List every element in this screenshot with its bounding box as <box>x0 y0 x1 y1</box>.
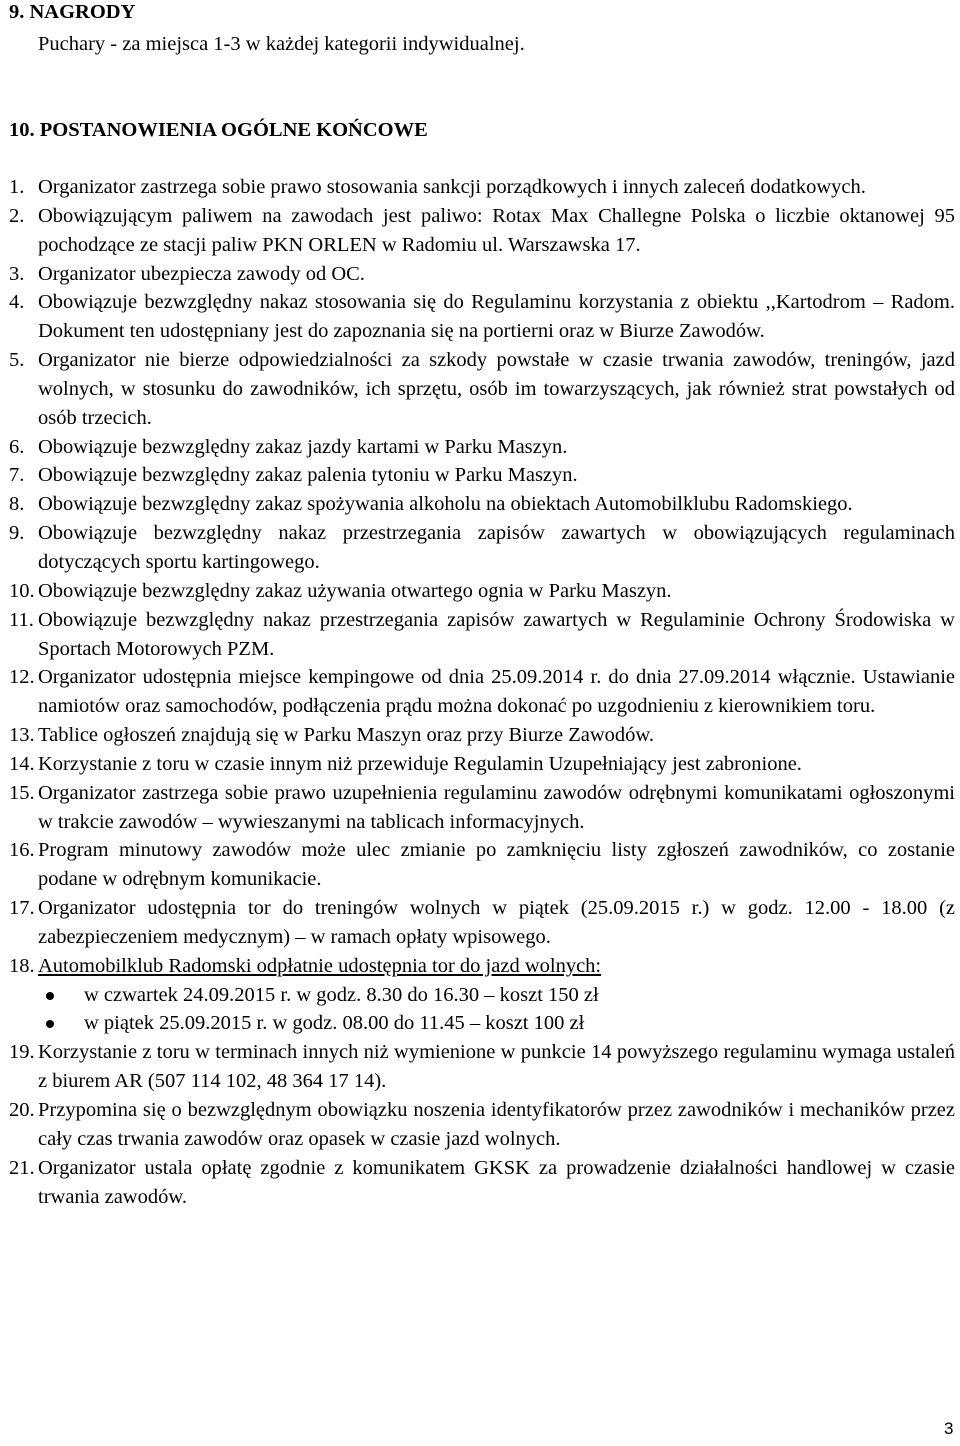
item-text: Obowiązuje bezwzględny zakaz spożywania alkoholu na obiektach Automobilklubu Radomskiego. <box>38 493 853 516</box>
item-number: 16. <box>9 839 35 862</box>
item-number: 13. <box>9 724 35 747</box>
item-text: Obowiązuje bezwzględny nakaz przestrzegania zapisów zawartych w obowiązujących regulaminach dotyczących sportu kartingowego. <box>38 522 955 573</box>
item-text: Organizator zastrzega sobie prawo stosowania sankcji porządkowych i innych zaleceń dodatkowych. <box>38 176 866 198</box>
item-text: Organizator udostępnia miejsce kempingowe od dnia 25.09.2014 r. do dnia 27.09.2014 włącznie. Ustawianie namiotów oraz samochodów, podłączenia prądu można dokonać po uzgodnieniu z kierownikiem toru. <box>38 666 955 718</box>
list-item <box>9 346 955 433</box>
list-item <box>9 952 955 981</box>
provisions-list <box>9 173 955 1211</box>
item-number: 8. <box>9 493 25 516</box>
item-text: Automobilklub Radomski odpłatnie udostępnia tor do jazd wolnych: <box>38 954 602 977</box>
item-text: Obowiązującym paliwem na zawodach jest paliwo: Rotax Max Challegne Polska o liczbie oktanowej 95 pochodzące ze stacji paliw PKN ORLEN w Radomiu ul. Warszawska 17. <box>38 204 955 256</box>
list-item <box>9 606 955 664</box>
item-text: Program minutowy zawodów może ulec zmianie po zamknięciu listy zgłoszeń zawodników, co zostanie podane w odrębnym komunikacie. <box>38 839 955 891</box>
item-number: 10. <box>9 579 35 602</box>
item-text: Organizator ustala opłatę zgodnie z komunikatem GKSK za prowadzenie działalności handlowej w czasie trwania zawodów. <box>38 1156 955 1208</box>
bullet-dot <box>46 992 54 1000</box>
item-number: 12. <box>9 666 35 689</box>
list-item <box>9 750 955 779</box>
item-text: Tablice ogłoszeń znajdują się w Parku Maszyn oraz przy Biurze Zawodów. <box>38 724 655 747</box>
list-item <box>9 288 955 346</box>
item-number: 17. <box>9 897 35 920</box>
item-text: Przypomina się o bezwzględnym obowiązku noszenia identyfikatorów przez zawodników i mechaników przez cały czas trwania zawodów oraz opasek w czasie jazd wolnych. <box>38 1099 955 1150</box>
nagrody-text: Puchary - za miejsca 1-3 w każdej kategorii indywidualnej. <box>38 33 525 55</box>
item-number: 5. <box>9 349 25 372</box>
item-number: 18. <box>9 954 35 977</box>
item-number: 19. <box>9 1041 35 1064</box>
item-text: Korzystanie z toru w terminach innych niż wymienione w punkcie 14 powyższego regulaminu wymaga ustaleń z biurem AR (507 114 102, 48 364 17 14). <box>38 1041 955 1093</box>
list-item <box>9 202 955 260</box>
item-text: Organizator nie bierze odpowiedzialności za szkody powstałe w czasie trwania zawodów, treningów, jazd wolnych, w stosunku do zawodników, ich sprzętu, osób im towarzyszących, jak również strat powstałych od osób trzecich. <box>38 349 955 429</box>
item-number: 2. <box>9 204 25 227</box>
bullet-text: w piątek 25.09.2015 r. w godz. 08.00 do 11.45 – koszt 100 zł <box>84 1012 585 1035</box>
list-item <box>9 173 955 202</box>
list-item <box>9 577 955 606</box>
list-item <box>9 1038 955 1096</box>
list-item <box>9 1154 955 1212</box>
item-text: Obowiązuje bezwzględny zakaz jazdy kartami w Parku Maszyn. <box>38 435 568 458</box>
bullet-dot <box>46 1020 54 1028</box>
list-item <box>9 260 955 289</box>
list-item <box>9 490 955 519</box>
list-item <box>9 1096 955 1154</box>
item-number: 11. <box>9 608 34 631</box>
item-number: 3. <box>9 262 25 285</box>
item-number: 4. <box>9 291 25 314</box>
item-text: Obowiązuje bezwzględny nakaz stosowania się do Regulaminu korzystania z obiektu ,,Kartodrom – Radom. Dokument ten udostępniany jest do zapoznania się na portierni oraz w Biurze Zawodów. <box>38 291 955 343</box>
item-text: Obowiązuje bezwzględny zakaz palenia tytoniu w Parku Maszyn. <box>38 464 578 487</box>
item-text: Obowiązuje bezwzględny zakaz używania otwartego ognia w Parku Maszyn. <box>38 579 672 602</box>
item-number: 9. <box>9 522 25 545</box>
section-heading-postanowienia: 10. POSTANOWIENIA OGÓLNE KOŃCOWE <box>9 119 428 141</box>
item-number: 6. <box>9 435 25 458</box>
list-item <box>9 894 955 952</box>
item-number: 15. <box>9 781 35 804</box>
item-number: 14. <box>9 752 35 775</box>
list-item <box>9 433 955 462</box>
list-item <box>9 721 955 750</box>
item-number: 21. <box>9 1156 35 1179</box>
item-text: Organizator ubezpiecza zawody od OC. <box>38 262 365 285</box>
item-number: 20. <box>9 1099 35 1121</box>
item-number: 1. <box>9 176 25 198</box>
list-item <box>9 663 955 721</box>
item-text: Korzystanie z toru w czasie innym niż przewiduje Regulamin Uzupełniający jest zabronione. <box>38 752 802 775</box>
list-item <box>9 779 955 837</box>
item-text: Organizator zastrzega sobie prawo uzupełnienia regulaminu zawodów odrębnymi komunikatami ogłoszonymi w trakcie zawodów – wywieszanymi na tablicach informacyjnych. <box>38 781 955 833</box>
section-heading-nagrody: 9. NAGRODY <box>9 1 136 23</box>
page-number: 3 <box>944 1419 954 1438</box>
bullet-text: w czwartek 24.09.2015 r. w godz. 8.30 do 16.30 – koszt 150 zł <box>84 983 599 1006</box>
bullet-item <box>9 981 955 1010</box>
pricing-bullets <box>9 981 955 1039</box>
list-item <box>9 461 955 490</box>
item-number: 7. <box>9 464 25 487</box>
item-text: Obowiązuje bezwzględny nakaz przestrzegania zapisów zawartych w Regulaminie Ochrony Środowiska w Sportach Motorowych PZM. <box>38 608 955 660</box>
list-item <box>9 836 955 894</box>
bullet-item <box>9 1009 955 1038</box>
item-text: Organizator udostępnia tor do treningów wolnych w piątek (25.09.2015 r.) w godz. 12.00 - 18.00 (z zabezpieczeniem medycznym) – w ramach opłaty wpisowego. <box>38 897 955 948</box>
list-item <box>9 519 955 577</box>
